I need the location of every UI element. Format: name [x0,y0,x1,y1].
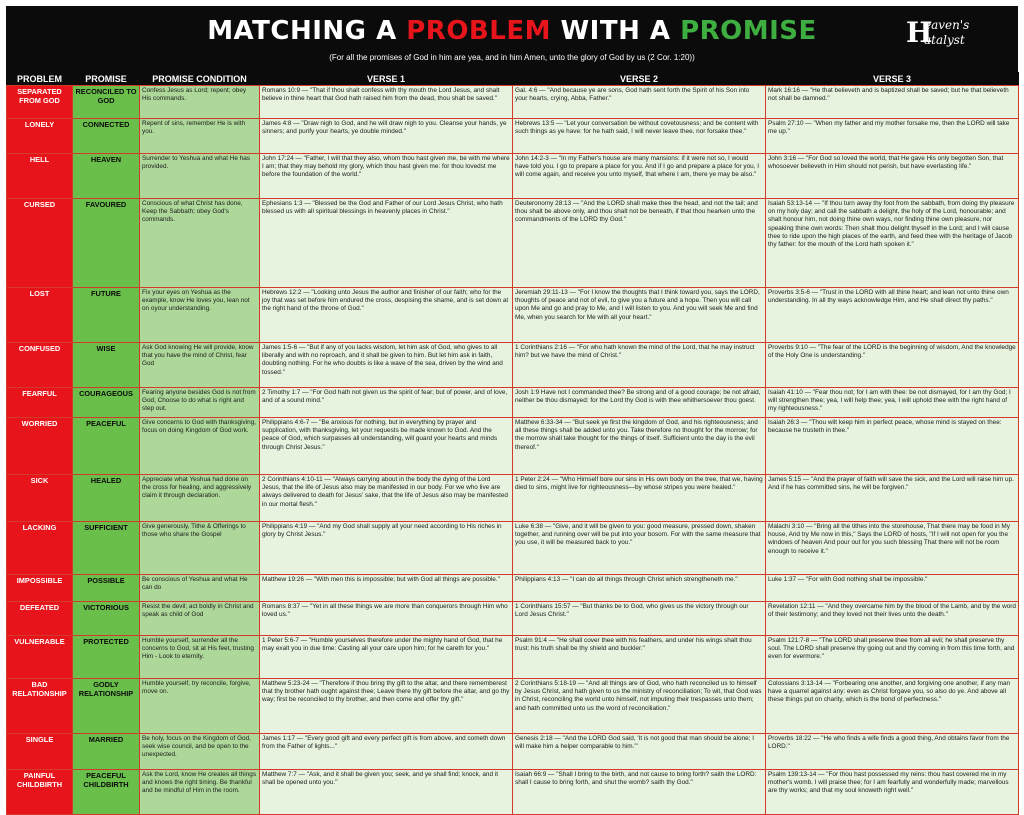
table-row [7,388,1019,418]
verse-2-cell: 1 Corinthians 2:16 — "For who hath known the mind of the Lord, that he may instruct him? but we have the mind of Christ." [513,343,766,388]
promise-cell: CONNECTED [73,119,140,154]
column-header-verse-3: VERSE 3 [766,72,1019,86]
promise-cell: MARRIED [73,734,140,770]
verse-1-cell: Philippians 4:19 — "And my God shall supply all your need according to His riches in glory by Christ Jesus." [260,522,513,575]
condition-cell: Give concerns to God with thanksgiving, focus on doing Kingdom of God work. [140,418,260,475]
condition-cell: Fearing anyone besides God is not from God, Choose to do what is right and step out. [140,388,260,418]
verse-3-cell: Proverbs 18:22 — "He who finds a wife finds a good thing, And obtains favor from the LORD." [766,734,1019,770]
verse-3-cell: Revelation 12:11 — "And they overcame him by the blood of the Lamb, and by the word of their testimony; and they loved not their lives unto the death." [766,602,1019,636]
verse-1-cell: Hebrews 12:2 — "Looking unto Jesus the author and finisher of our faith; who for the joy that was set before him endured the cross, despising the shame, and is set down at the right hand of the throne of God." [260,288,513,343]
verse-1-cell: Matthew 5:23-24 — "Therefore if thou bring thy gift to the altar, and there rememberest that thy brother hath ought against thee; Leave there thy gift before the altar, and go thy way; first be reconciled to thy brother, and then come and offer thy gift." [260,679,513,734]
verse-2-cell: Philippians 4:13 — "I can do all things through Christ which strengtheneth me." [513,575,766,602]
header [6,6,1018,72]
promise-cell: SUFFICIENT [73,522,140,575]
verse-2-cell: Josh 1:9 Have not I commanded thee? Be strong and of a good courage; be not afraid, neither be thou dismayed: for the Lord thy God is with thee whithersoever thou goest. [513,388,766,418]
promise-cell: PEACEFUL CHILDBIRTH [73,770,140,815]
title-part-1: MATCHING A [207,16,407,46]
verse-3-cell: James 5:15 — "And the prayer of faith will save the sick, and the Lord will raise him up. And if he has committed sins, he will be forgiven." [766,475,1019,522]
table-row [7,770,1019,815]
table-row [7,636,1019,679]
column-header-verse-2: VERSE 2 [513,72,766,86]
table-row [7,522,1019,575]
verse-3-cell: Isaiah 26:3 — "Thou wilt keep him in perfect peace, whose mind is stayed on thee: because he trusteth in thee." [766,418,1019,475]
verse-3-cell: Proverbs 3:5-6 — "Trust in the LORD with all thine heart; and lean not unto thine own understanding. In all thy ways acknowledge Him, and He shall direct thy paths." [766,288,1019,343]
condition-cell: Be holy, focus on the Kingdom of God, seek wise council, and be open to the unexpected. [140,734,260,770]
condition-cell: Surrender to Yeshua and what He has provided. [140,154,260,199]
condition-cell: Humble yourself, try reconcile, forgive, move on. [140,679,260,734]
table-header-row [7,72,1019,86]
logo-mark: H [906,16,933,49]
logo-line-2: atalyst [924,33,965,47]
promise-cell: PEACEFUL [73,418,140,475]
logo [906,16,978,52]
problem-cell: PAINFUL CHILDBIRTH [7,770,73,815]
condition-cell: Give generously, Tithe & Offerings to those who share the Gospel [140,522,260,575]
table-row [7,154,1019,199]
verse-3-cell: Isaiah 41:10 — "Fear thou not; for I am with thee: be not dismayed, for I am thy God; I will strengthen thee; yea, I will help thee; yea, I will uphold thee with the right hand of my righteousness." [766,388,1019,418]
table-row [7,602,1019,636]
problem-cell: CURSED [7,199,73,288]
condition-cell: Humble yourself, surrender all the concerns to God, sit at His feet, trusting Him - Look to eternity. [140,636,260,679]
column-header-verse-1: VERSE 1 [260,72,513,86]
table-row [7,199,1019,288]
table-row [7,475,1019,522]
verse-2-cell: Matthew 6:33-34 — "But seek ye first the kingdom of God, and his righteousness; and all these things shall be added unto you. Take therefore no thought for the morrow; for the morrow shall take thought for the things of itself. Sufficient unto the day is the evil thereof." [513,418,766,475]
verse-2-cell: Deuteronomy 28:13 — "And the LORD shall make thee the head, and not the tail; and thou shalt be above only, and thou shalt not be beneath, if that thou hearken unto the commandments of the LORD thy God." [513,199,766,288]
problem-cell: SINGLE [7,734,73,770]
promise-cell: COURAGEOUS [73,388,140,418]
verse-3-cell: Proverbs 9:10 — "The fear of the LORD is the beginning of wisdom, And the knowledge of the Holy One is understanding." [766,343,1019,388]
table-body [7,86,1019,815]
verse-3-cell: Psalm 121:7-8 — "The LORD shall preserve thee from all evil; he shall preserve thy soul. The LORD shall preserve thy going out and thy coming in from this time forth, and even for evermore." [766,636,1019,679]
condition-cell: Fix your eyes on Yeshua as the example, know He loves you, lean not on oyour understanding. [140,288,260,343]
verse-2-cell: Psalm 91:4 — "He shall cover thee with his feathers, and under his wings shalt thou trust: his truth shall be thy shield and buckler." [513,636,766,679]
promise-table [6,72,1019,815]
logo-line-1: eaven's [924,18,970,32]
promise-cell: WISE [73,343,140,388]
promise-cell: POSSIBLE [73,575,140,602]
promise-cell: HEALED [73,475,140,522]
verse-1-cell: James 1:5-6 — "But if any of you lacks wisdom, let him ask of God, who gives to all liberally and with no reproach, and it shall be given to him. But let him ask in faith, doubting nothing. For he who doubts is like a wave of the sea, driven by the wind and tossed." [260,343,513,388]
problem-cell: IMPOSSIBLE [7,575,73,602]
verse-3-cell: Luke 1:37 — "For with God nothing shall be impossible." [766,575,1019,602]
verse-3-cell: Psalm 139:13-14 — "For thou hast possessed my reins: thou hast covered me in my mother's womb. I will praise thee; for I am fearfully and wonderfully made; marvellous are thy works; and that my soul knoweth right well." [766,770,1019,815]
table-row [7,575,1019,602]
verse-1-cell: 2 Corinthians 4:10-11 — "Always carrying about in the body the dying of the Lord Jesus, that the life of Jesus also may be manifested in our body. For we who live are always delivered to death for Jesus' sake, that the life of Jesus also may be manifested in our mortal flesh." [260,475,513,522]
verse-2-cell: 2 Corinthians 5:18-19 — "And all things are of God, who hath reconciled us to himself by Jesus Christ, and hath given to us the ministry of reconciliation; To wit, that God was in Christ, reconciling the world unto himself, not imputing their trespasses unto them; and hath committed unto us the word of reconciliation." [513,679,766,734]
verse-1-cell: Romans 8:37 — "Yet in all these things we are more than conquerors through Him who loved us." [260,602,513,636]
table-row [7,119,1019,154]
condition-cell: Conscious of what Christ has done, Keep the Sabbath; obey God's commands. [140,199,260,288]
verse-1-cell: James 4:8 — "Draw nigh to God, and he will draw nigh to you. Cleanse your hands, ye sinners; and purify your hearts, ye double minded." [260,119,513,154]
promise-cell: RECONCILED TO GOD [73,86,140,119]
table-row [7,343,1019,388]
problem-cell: LACKING [7,522,73,575]
verse-1-cell: 2 Timothy 1:7 — "For God hath not given us the spirit of fear; but of power, and of love, and of a sound mind." [260,388,513,418]
verse-1-cell: Philippians 4:6-7 — "Be anxious for nothing, but in everything by prayer and supplication, with thanksgiving, let your requests be made known to God. And the peace of God, which surpasses all understanding, will guard your hearts and minds through Christ Jesus." [260,418,513,475]
condition-cell: Ask God knowing He will provide, know that you have the mind of Christ, fear God [140,343,260,388]
table-row [7,679,1019,734]
condition-cell: Resist the devil; act boldly in Christ and speak as child of God [140,602,260,636]
verse-2-cell: Hebrews 13:5 — "Let your conversation be without covetousness; and be content with such things as ye have: for he hath said, I will never leave thee, nor forsake thee." [513,119,766,154]
verse-1-cell: Matthew 19:26 — "With men this is impossible; but with God all things are possible." [260,575,513,602]
verse-2-cell: Gal. 4:6 — "And because ye are sons, God hath sent forth the Spirit of his Son into your hearts, crying, Abba, Father." [513,86,766,119]
problem-cell: CONFUSED [7,343,73,388]
table-row [7,734,1019,770]
column-header-condition: PROMISE CONDITION [140,72,260,86]
condition-cell: Ask the Lord, know He creates all things and knows the right timing. Be thankful and be mindful of Him in the room. [140,770,260,815]
column-header-problem: PROBLEM [7,72,73,86]
table-row [7,288,1019,343]
verse-1-cell: 1 Peter 5:6-7 — "Humble yourselves therefore under the mighty hand of God, that he may exalt you in due time: Casting all your care upon him; for he careth for you." [260,636,513,679]
condition-cell: Be conscious of Yeshua and what He can do [140,575,260,602]
problem-cell: LOST [7,288,73,343]
problem-cell: WORRIED [7,418,73,475]
title-problem-word: PROBLEM [406,16,551,46]
condition-cell: Appreciate what Yeshua had done on the cross for healing, and aggressively claim it through declaration. [140,475,260,522]
verse-1-cell: Romans 10:9 — "That if thou shalt confess with thy mouth the Lord Jesus, and shalt believe in thine heart that God hath raised him from the dead, thou shalt be saved." [260,86,513,119]
verse-2-cell: Luke 6:38 — "Give, and it will be given to you: good measure, pressed down, shaken together, and running over will be put into your bosom. For with the same measure that you use, it will be measured back to you." [513,522,766,575]
promise-cell: GODLY RELATIONSHIP [73,679,140,734]
verse-2-cell: Genesis 2:18 — "And the LORD God said, 'It is not good that man should be alone; I will make him a helper comparable to him.'" [513,734,766,770]
problem-cell: DEFEATED [7,602,73,636]
verse-1-cell: James 1:17 — "Every good gift and every perfect gift is from above, and cometh down from the Father of lights..." [260,734,513,770]
page-title [6,16,1018,46]
promise-cell: VICTORIOUS [73,602,140,636]
problem-cell: LONELY [7,119,73,154]
promise-cell: FUTURE [73,288,140,343]
table-row [7,86,1019,119]
title-part-3: WITH A [550,16,681,46]
promise-cell: PROTECTED [73,636,140,679]
verse-2-cell: Jeremiah 29:11-13 — "For I know the thoughts that I think toward you, says the LORD, thoughts of peace and not of evil, to give you a future and a hope. Then you will call upon Me and go and pray to Me, and I will listen to you. And you will seek Me and find Me, when you search for Me with all your heart." [513,288,766,343]
verse-3-cell: Malachi 3:10 — "Bring all the tithes into the storehouse, That there may be food in My house, And try Me now in this," Says the LORD of hosts, "If I will not open for you the windows of heaven And pour out for you such blessing That there will not be room enough to receive it." [766,522,1019,575]
verse-2-cell: 1 Peter 2:24 — "Who Himself bore our sins in His own body on the tree, that we, having died to sins, might live for righteousness—by whose stripes you were healed." [513,475,766,522]
verse-3-cell: Isaiah 53:13-14 — "If thou turn away thy foot from the sabbath, from doing thy pleasure on my holy day; and call the sabbath a delight, the holy of the Lord, honourable; and shalt honour him, not doing thine own ways, nor finding thine own pleasure, nor speaking thine own words: Then shalt thou delight thyself in the Lord; and I will cause thee to ride upon the high places of the earth, and feed thee with the heritage of Jacob thy father: for the mouth of the Lord hath spoken it." [766,199,1019,288]
verse-1-cell: John 17:24 — "Father, I will that they also, whom thou hast given me, be with me where I am; that they may behold my glory, which thou hast given me: for thou lovedst me before the foundation of the world." [260,154,513,199]
verse-1-cell: Matthew 7:7 — "Ask, and it shall be given you; seek, and ye shall find; knock, and it shall be opened unto you." [260,770,513,815]
problem-cell: BAD RELATIONSHIP [7,679,73,734]
problem-cell: FEARFUL [7,388,73,418]
verse-3-cell: Psalm 27:10 — "When my father and my mother forsake me, then the LORD will take me up." [766,119,1019,154]
problem-cell: HELL [7,154,73,199]
verse-3-cell: Colossians 3:13-14 — "Forbearing one another, and forgiving one another, if any man have a quarrel against any: even as Christ forgave you, so also do ye. And above all these things put on charity, which is the bond of perfectness." [766,679,1019,734]
column-header-promise: PROMISE [73,72,140,86]
poster-frame [6,6,1018,795]
verse-3-cell: John 3:16 — "For God so loved the world, that He gave His only begotten Son, that whosoever believeth in Him should not perish, but have everlasting life." [766,154,1019,199]
condition-cell: Repent of sins, remember He is with you. [140,119,260,154]
title-promise-word: PROMISE [680,16,817,46]
problem-cell: SICK [7,475,73,522]
verse-2-cell: John 14:2-3 — "In my Father's house are many mansions: if it were not so, I would have told you. I go to prepare a place for you. And if I go and prepare a place for you, I will come again, and receive you unto myself, that where I am, there ye may be also." [513,154,766,199]
table-row [7,418,1019,475]
promise-cell: HEAVEN [73,154,140,199]
verse-2-cell: Isaiah 66:9 — "Shall I bring to the birth, and not cause to bring forth? saith the LORD: shall I cause to bring forth, and shut the womb? saith thy God." [513,770,766,815]
verse-2-cell: 1 Corinthians 15:57 — "But thanks be to God, who gives us the victory through our Lord Jesus Christ." [513,602,766,636]
condition-cell: Confess Jesus as Lord; repent; obey His commands. [140,86,260,119]
problem-cell: VULNERABLE [7,636,73,679]
verse-1-cell: Ephesians 1:3 — "Blessed be the God and Father of our Lord Jesus Christ, who hath blessed us with all spiritual blessings in heavenly places in Christ." [260,199,513,288]
subtitle: (For all the promises of God in him are yea, and in him Amen, unto the glory of God by us (2 Cor. 1:20)) [329,53,695,62]
promise-cell: FAVOURED [73,199,140,288]
verse-3-cell: Mark 16:16 — "He that believeth and is baptized shall be saved; but he that believeth not shall be damned." [766,86,1019,119]
problem-cell: SEPARATED FROM GOD [7,86,73,119]
